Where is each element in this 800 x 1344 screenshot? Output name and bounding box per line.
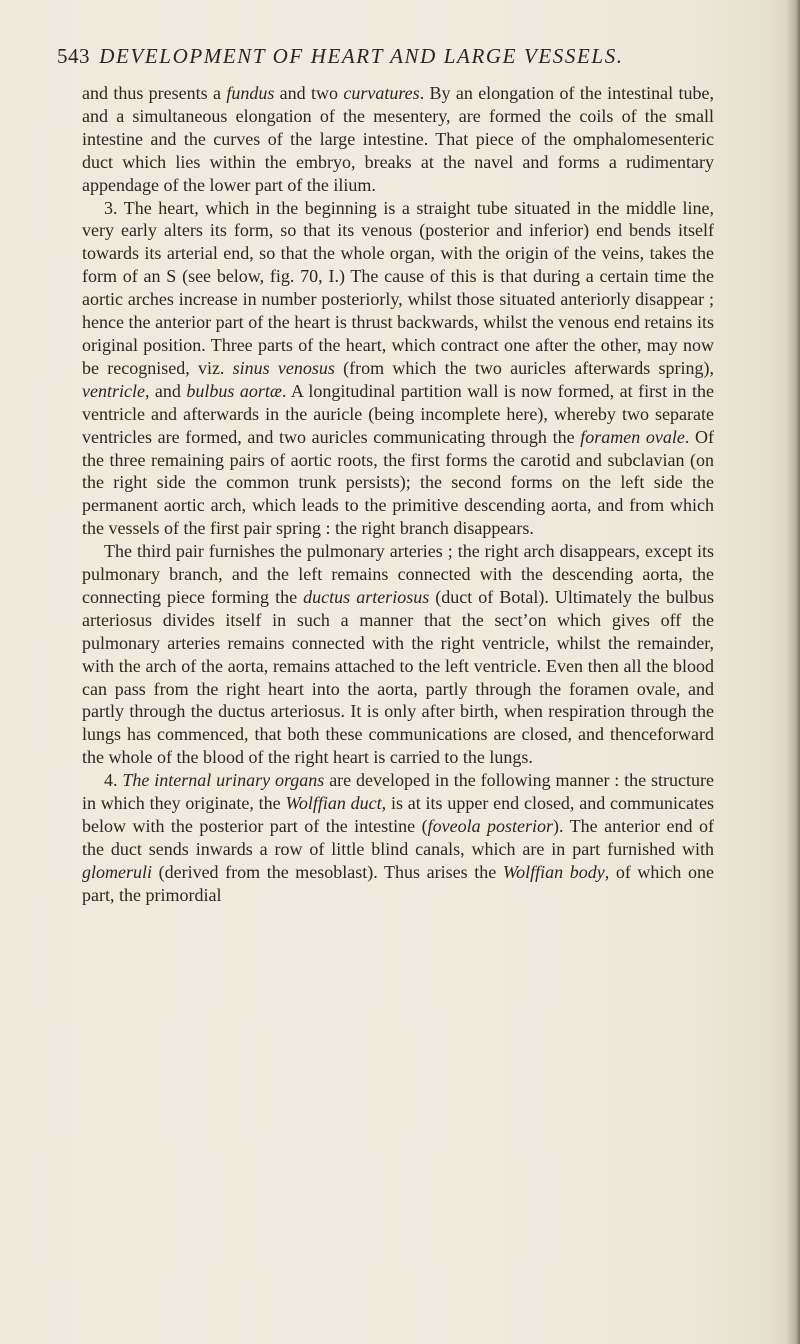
text-run: and two: [274, 83, 344, 103]
text-run: The third pair furnishes the pulmonary arteries ; the right arch disappears, except its pulmonary branch, and the left remains connected with the descending aorta, the connecting piece forming the: [82, 541, 714, 607]
italic-term: curvatures: [343, 83, 420, 103]
paragraph: [82, 540, 714, 769]
italic-term: sinus venosus: [232, 357, 335, 378]
text-run: (derived from the mesoblast). Thus arises the: [152, 861, 503, 882]
text-run: . A longitudinal partition wall is now formed, at first in the ventricle and afterwards in the auricle (being incomplete here), whereby two separate ventricles are formed, and two auricles communicating through the: [82, 380, 714, 447]
paragraph: [82, 82, 714, 197]
text-run: (duct of Botal). Ultimately the bulbus arteriosus divides itself in such a manner that the sect’on which gives off the pulmonary arteries remains connected with the right ventricle, whilst the remainder, with the arch of the aorta, remains attached to the left ventricle. Even then all the blood can pass from the right heart into the aorta, partly through the foramen ovale, and partly through the ductus arteriosus. It is only after birth, when respiration through the lungs has commenced, that both these communications are closed, and thenceforward the whole of the blood of the right heart is carried to the lungs.: [82, 586, 714, 768]
italic-term: ductus arteriosus: [303, 586, 430, 607]
italic-term: The internal urinary organs: [122, 770, 325, 791]
paragraph: [82, 769, 714, 906]
text-run: , is at its upper end closed, and communicates below with the posterior part of the intestine (: [82, 793, 715, 836]
text-run: (from which the two auricles afterwards spring),: [334, 357, 714, 378]
text-run: . By an elongation of the intestinal tube, and a simultaneous elongation of the mesentery, are formed the coils of the small intestine and the curves of the large intestine. That piece of the omphalomesenteric duct which lies within the embryo, breaks at the navel and forms a rudimentary appendage of the lower part of the ilium.: [82, 83, 714, 195]
text-run: are developed in the following manner : the structure in which they originate, the: [82, 770, 715, 814]
text-run: . Of the three remaining pairs of aortic roots, the first forms the carotid and subclavian (on the right side the common trunk persists); the second forms on the left side the permanent aortic arch, which leads to the primitive descending aorta, and from which the vessels of the first pair spring : the right branch disappears.: [82, 426, 715, 539]
text-run: 3. The heart, which in the beginning is a straight tube situated in the middle line, very early alters its form, so that its venous (posterior and inferior) end bends itself towards its arterial end, so that the whole organ, with the origin of the veins, takes the form of an S (see below, fig. 70, I.) The cause of this is that during a certain time the aortic arches increase in number posteriorly, whilst those situated anteriorly disappear ; hence the anterior part of the heart is thrust backwards, whilst the venous end retains its original position. Three parts of the heart, which contract one after the other, may now be recognised, viz.: [82, 197, 714, 378]
text-run: ). The anterior end of the duct sends inwards a row of little blind canals, which are in part furnished with: [82, 816, 714, 859]
italic-term: bulbus aortæ: [186, 380, 282, 401]
page-edge-shadow: [786, 0, 800, 1344]
paragraph: [82, 197, 714, 541]
italic-term: Wolffian duct: [285, 793, 382, 814]
page-number: 543: [57, 44, 90, 68]
italic-term: glomeruli: [82, 861, 152, 882]
text-run: , and: [144, 380, 187, 401]
body-text: [82, 82, 714, 907]
running-title: DEVELOPMENT OF HEART AND LARGE VESSELS.: [99, 44, 624, 68]
italic-term: foveola posterior: [427, 816, 554, 836]
italic-term: ventricle: [82, 380, 145, 401]
running-header: [57, 44, 757, 69]
text-run: , of which one part, the primordial: [82, 861, 714, 905]
italic-term: foramen ovale: [580, 426, 685, 447]
text-run: and thus presents a: [82, 83, 227, 103]
text-run: 4.: [104, 770, 123, 791]
italic-term: Wolffian body: [502, 861, 605, 882]
italic-term: fundus: [226, 83, 275, 103]
